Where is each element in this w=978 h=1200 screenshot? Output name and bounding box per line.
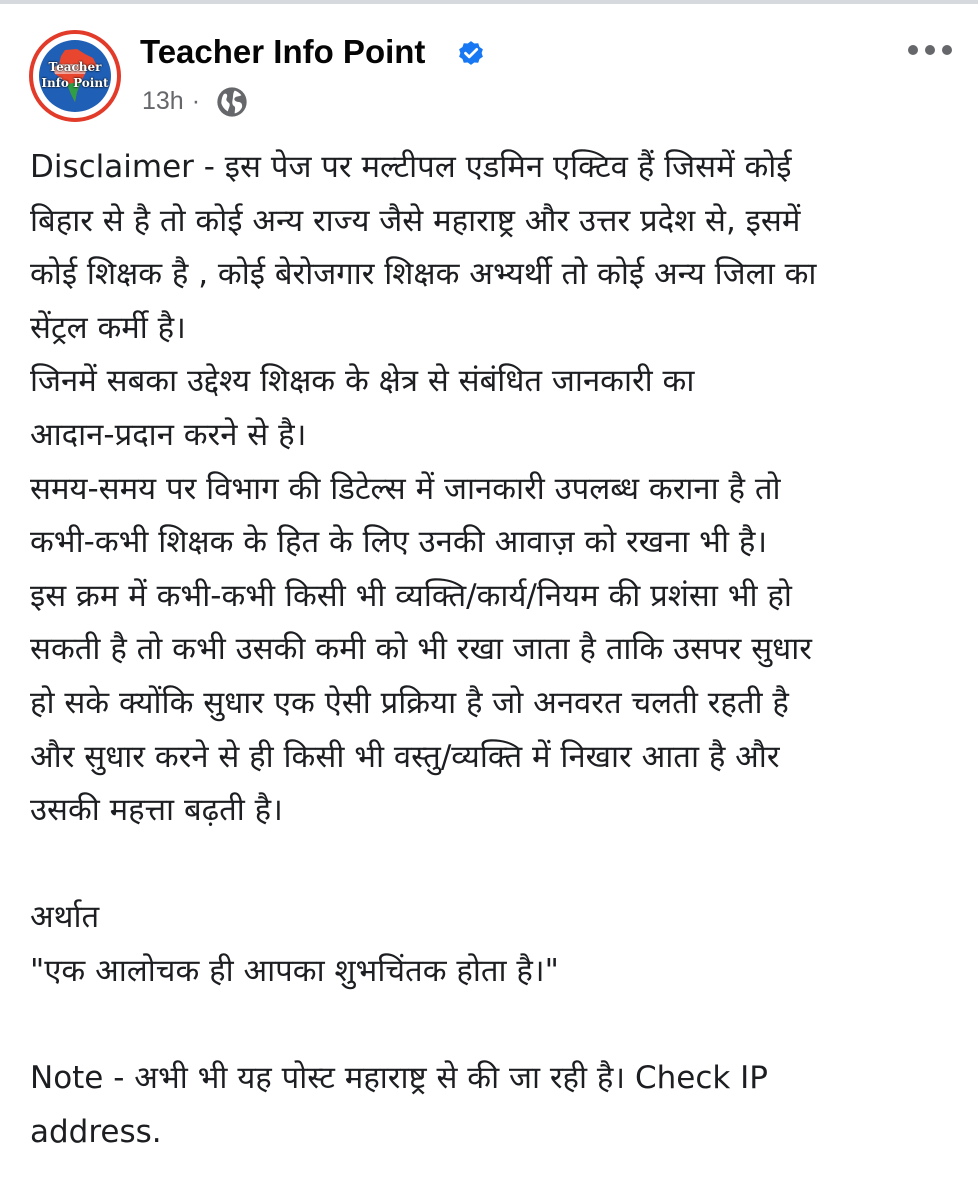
post-text-line: कोई शिक्षक है , कोई बेरोजगार शिक्षक अभ्यर्थी तो कोई अन्य जिला का — [30, 256, 817, 293]
avatar-logo — [39, 40, 111, 112]
post-text-line: बिहार से है तो कोई अन्य राज्य जैसे महाराष्ट्र और उत्तर प्रदेश से, इसमें — [30, 202, 801, 239]
post-body — [30, 141, 960, 1159]
page-avatar[interactable] — [29, 30, 121, 122]
post-text-line: हो सके क्योंकि सुधार एक ऐसी प्रक्रिया है जो अनवरत चलती रहती है — [30, 684, 789, 721]
page-name-link[interactable]: Teacher Info Point — [140, 33, 426, 70]
note-text-line: address. — [30, 1113, 162, 1150]
paragraph-gap — [30, 838, 960, 892]
post-text-line: आदान-प्रदान करने से है। — [30, 416, 307, 453]
verified-badge-icon — [456, 38, 486, 68]
post-text-line: जिनमें सबका उद्देश्य शिक्षक के क्षेत्र से संबंधित जानकारी का — [30, 363, 695, 400]
paragraph-gap — [30, 999, 960, 1053]
more-options-icon[interactable] — [906, 40, 954, 60]
quote-text-line: "एक आलोचक ही आपका शुभचिंतक होता है।" — [30, 952, 559, 989]
avatar-text-line2: Info Point — [41, 76, 109, 90]
post-text-line: उसकी महत्ता बढ़ती है। — [30, 792, 283, 829]
post-timestamp[interactable]: 13h — [142, 87, 184, 115]
post-header — [0, 0, 978, 140]
post-text-line: सकती है तो कभी उसकी कमी को भी रखा जाता है ताकि उसपर सुधार — [30, 631, 812, 668]
avatar-text-line1: Teacher — [48, 60, 102, 74]
post-text-line: इस क्रम में कभी-कभी किसी भी व्यक्ति/कार्य/नियम की प्रशंसा भी हो — [30, 577, 792, 614]
post-text-line: सेंट्रल कर्मी है। — [30, 309, 186, 346]
globe-icon[interactable] — [216, 86, 248, 118]
post-text-line: कभी-कभी शिक्षक के हित के लिए उनकी आवाज़ को रखना भी है। — [30, 524, 768, 561]
closing-text-line: अर्थात — [30, 899, 100, 936]
post-text-line: और सुधार करने से ही किसी भी वस्तु/व्यक्ति में निखार आता है और — [30, 738, 780, 775]
note-text-line: Note - अभी भी यह पोस्ट महाराष्ट्र से की जा रही है। Check IP — [30, 1060, 768, 1097]
post-text-line: समय-समय पर विभाग की डिटेल्स में जानकारी उपलब्ध कराना है तो — [30, 470, 781, 507]
post-text-line: Disclaimer - इस पेज पर मल्टीपल एडमिन एक्टिव हैं जिसमें कोई — [30, 149, 792, 185]
post-meta — [142, 84, 206, 118]
meta-separator: · — [191, 87, 201, 115]
